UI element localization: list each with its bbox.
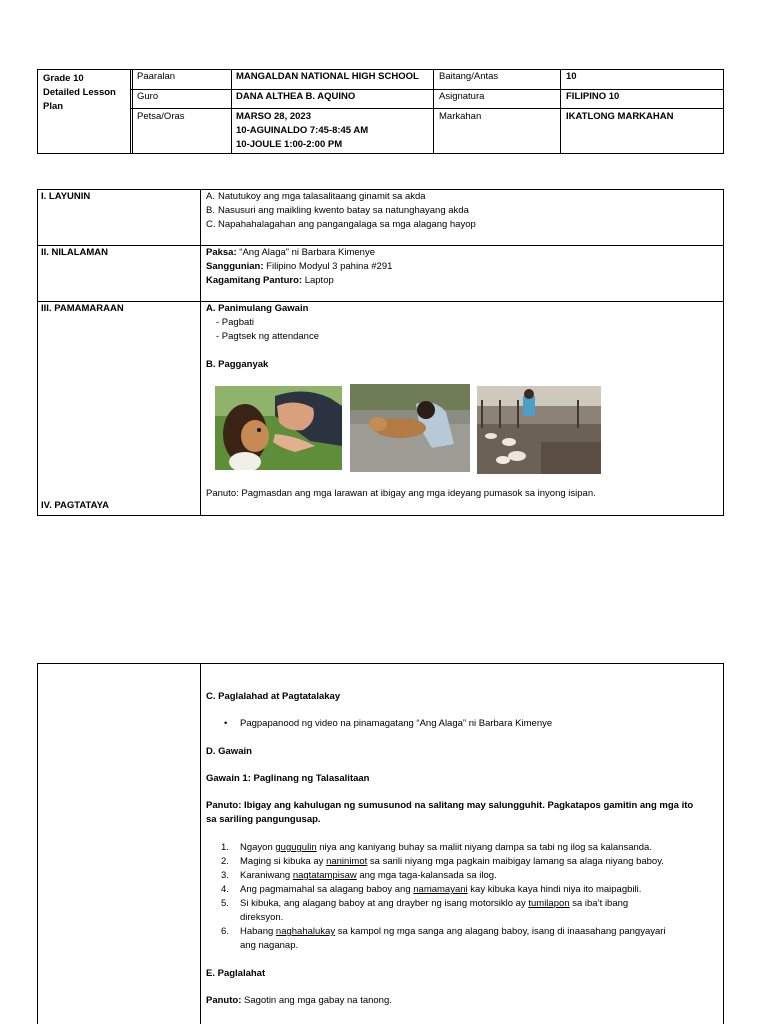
value-markahan: IKATLONG MARKAHAN: [566, 111, 674, 122]
list-item: 2. Maging si kibuka ay naninimot sa sarili niyang mga pagkain maibigay lamang sa alaga niyang baboy.: [221, 856, 664, 867]
label-asignatura: Asignatura: [439, 91, 485, 102]
label-petsa: Petsa/Oras: [137, 111, 185, 122]
photo-girl-with-puppy: [350, 384, 470, 472]
value-petsa: MARSO 28, 2023 10-AGUINALDO 7:45-8:45 AM 10-JOULE 1:00-2:00 PM: [236, 111, 369, 150]
list-item: 4. Ang pagmamahal sa alagang baboy ang namamayani kay kibuka kaya hindi niya ito maipagbili.: [221, 884, 642, 895]
heading-nilalaman: II. NILALAMAN: [41, 247, 109, 258]
list-item: 6. Habang naghahalukay sa kampol ng mga sanga ang alagang baboy, isang di inaasahang pangyayari: [221, 926, 666, 937]
list-item-continuation: direksyon.: [240, 912, 284, 923]
e-heading: E. Paglalahat: [206, 968, 266, 979]
d-heading: D. Gawain: [206, 746, 252, 757]
vocab-list: [221, 841, 666, 953]
c-heading: C. Paglalahad at Pagtatalakay: [206, 691, 341, 702]
pagganyak-heading: B. Pagganyak: [206, 359, 269, 370]
value-baitang: 10: [566, 71, 577, 82]
c-bullet-item: • Pagpapanood ng video na pinamagatang “Ang Alaga” ni Barbara Kimenye: [224, 718, 553, 729]
bullet-icon: •: [224, 718, 228, 729]
value-paaralan: MANGALDAN NATIONAL HIGH SCHOOL: [236, 71, 419, 82]
layunin-item: B. Nasusuri ang maikling kwento batay sa natunghayang akda: [206, 205, 469, 216]
pagganyak-panuto: Panuto: Pagmasdan ang mga larawan at ibigay ang mga ideyang pumasok sa inyong isipan.: [206, 488, 596, 499]
e-panuto: Panuto: Sagotin ang mga gabay na tanong.: [206, 995, 392, 1006]
label-markahan: Markahan: [439, 111, 482, 122]
photo-girl-with-dog: [215, 386, 342, 470]
list-item: 5. Si kibuka, ang alagang baboy at ang drayber ng isang motorsiklo ay tumilapon sa iba’t ibang: [221, 898, 629, 909]
list-item: 1. Ngayon gugugulin niya ang kaniyang buhay sa maliit niyang dampa sa tabi ng ilog sa kalansanda.: [221, 842, 652, 853]
heading-pagtataya: IV. PAGTATAYA: [41, 500, 109, 511]
layunin-list: [206, 190, 476, 232]
label-paaralan: Paaralan: [137, 71, 176, 82]
gawain1-panuto: Panuto: Ibigay ang kahulugan ng sumusunod na salitang may salungguhit. Pagkatapos gamitin ang mga ito sa sariling pangungusap.: [206, 800, 694, 825]
heading-pamamaraan: III. PAMAMARAAN: [41, 303, 124, 314]
list-item: 3. Karaniwang nagtatampisaw ang mga taga-kalansada sa ilog.: [221, 870, 497, 881]
heading-layunin: I. LAYUNIN: [41, 191, 91, 202]
gawain1-heading: Gawain 1: Paglinang ng Talasalitaan: [206, 773, 370, 784]
doc-title: Grade 10 Detailed Lesson Plan: [43, 73, 116, 112]
nilalaman-content: Paksa: “Ang Alaga” ni Barbara Kimenye Sanggunian: Filipino Modyul 3 pahina #291 Kagamitang Panturo: Laptop: [206, 247, 393, 286]
label-guro: Guro: [137, 91, 159, 102]
panimula-heading: A. Panimulang Gawain: [206, 303, 309, 314]
photo-pig-pen: [477, 386, 601, 474]
layunin-item: C. Napahahalagahan ang pangangalaga sa mga alagang hayop: [206, 219, 476, 230]
list-item-continuation: ang naganap.: [240, 940, 299, 951]
panimula-items: - Pagbati - Pagtsek ng attendance: [216, 317, 319, 342]
layunin-item: A. Natutukoy ang mga talasalitaang ginamit sa akda: [206, 191, 426, 202]
label-baitang: Baitang/Antas: [439, 71, 499, 82]
value-guro: DANA ALTHEA B. AQUINO: [236, 91, 356, 102]
value-asignatura: FILIPINO 10: [566, 91, 620, 102]
